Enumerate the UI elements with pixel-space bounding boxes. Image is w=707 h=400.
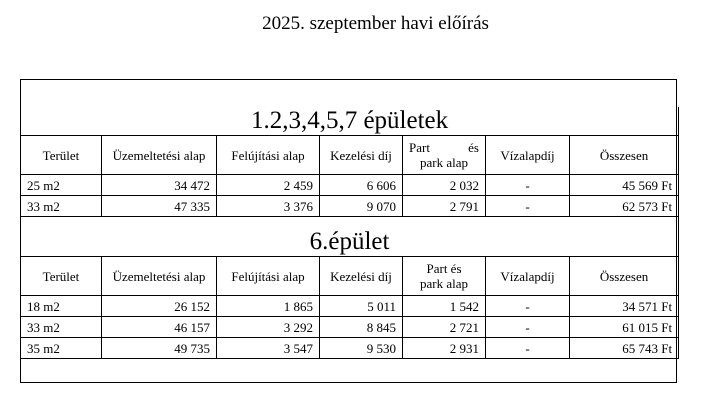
cell-handling: 5 011: [320, 296, 403, 317]
section-heading: 1.2,3,4,5,7 épületek: [21, 107, 679, 136]
col-header-operating: Üzemeltetési alap: [102, 136, 217, 175]
cell-handling: 9 070: [320, 196, 403, 217]
col-header-total: Összesen: [570, 257, 679, 296]
cell-park: 1 542: [403, 296, 486, 317]
table-row: [21, 175, 679, 196]
section-heading: 6.épület: [21, 217, 679, 257]
col-header-total: Összesen: [570, 136, 679, 175]
col-header-park-word1: Part: [409, 140, 430, 155]
document-title: 2025. szeptember havi előírás: [262, 13, 489, 34]
cell-water: -: [486, 196, 570, 217]
cell-handling: 9 530: [320, 338, 403, 359]
cell-renovation: 1 865: [217, 296, 320, 317]
header-row: [21, 257, 679, 296]
col-header-park: [403, 257, 486, 296]
table-row: [21, 317, 679, 338]
cell-operating: 26 152: [102, 296, 217, 317]
col-header-park-line2: park alap: [419, 155, 468, 170]
cell-total: 34 571 Ft: [570, 296, 679, 317]
cell-park: 2 931: [403, 338, 486, 359]
cell-park: 2 721: [403, 317, 486, 338]
section-heading-buildings-1-7: [21, 107, 679, 136]
cell-water: -: [486, 175, 570, 196]
col-header-area: Terület: [21, 136, 102, 175]
col-header-park-line2: park alap: [419, 276, 468, 291]
cell-total: 45 569 Ft: [570, 175, 679, 196]
cell-operating: 46 157: [102, 317, 217, 338]
cell-total: 65 743 Ft: [570, 338, 679, 359]
table-row: [21, 296, 679, 317]
cell-handling: 8 845: [320, 317, 403, 338]
table-row: [21, 196, 679, 217]
cell-area: 25 m2: [21, 175, 102, 196]
col-header-water: Vízalapdíj: [486, 257, 570, 296]
cell-park: 2 032: [403, 175, 486, 196]
cell-operating: 49 735: [102, 338, 217, 359]
col-header-park-line1: Part és: [426, 261, 462, 276]
cell-renovation: 3 376: [217, 196, 320, 217]
section-heading-building-6: [21, 217, 679, 257]
header-row: [21, 136, 679, 175]
cell-total: 61 015 Ft: [570, 317, 679, 338]
col-header-handling: Kezelési díj: [320, 257, 403, 296]
cell-water: -: [486, 317, 570, 338]
col-header-park-word2: és: [468, 140, 479, 155]
col-header-operating: Üzemeltetési alap: [102, 257, 217, 296]
cell-renovation: 3 547: [217, 338, 320, 359]
col-header-handling: Kezelési díj: [320, 136, 403, 175]
col-header-renovation: Felújítási alap: [217, 257, 320, 296]
cell-area: 33 m2: [21, 317, 102, 338]
cell-park: 2 791: [403, 196, 486, 217]
cell-water: -: [486, 338, 570, 359]
cell-area: 18 m2: [21, 296, 102, 317]
cell-area: 33 m2: [21, 196, 102, 217]
cell-renovation: 2 459: [217, 175, 320, 196]
col-header-water: Vízalapdíj: [486, 136, 570, 175]
cell-water: -: [486, 296, 570, 317]
cell-renovation: 3 292: [217, 317, 320, 338]
table-row: [21, 338, 679, 359]
col-header-renovation: Felújítási alap: [217, 136, 320, 175]
cell-total: 62 573 Ft: [570, 196, 679, 217]
cell-area: 35 m2: [21, 338, 102, 359]
cell-operating: 34 472: [102, 175, 217, 196]
col-header-park: [403, 136, 486, 175]
col-header-area: Terület: [21, 257, 102, 296]
fee-table: [20, 79, 679, 359]
cell-handling: 6 606: [320, 175, 403, 196]
cell-operating: 47 335: [102, 196, 217, 217]
